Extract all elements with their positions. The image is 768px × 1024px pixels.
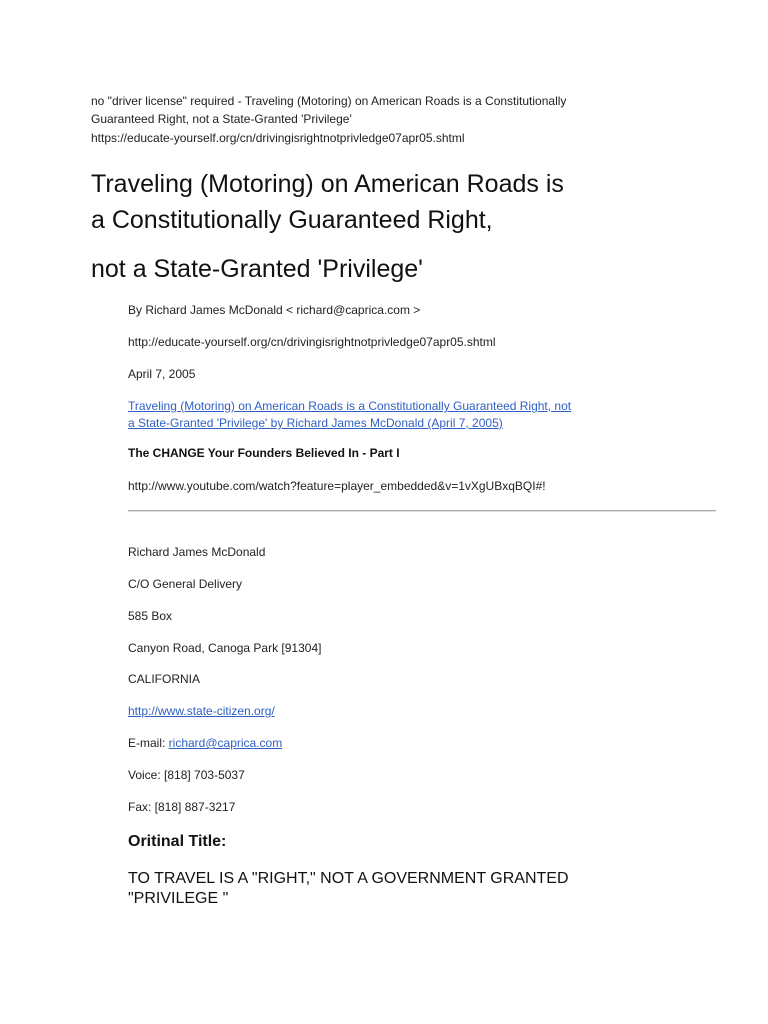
contact-name: Richard James McDonald <box>128 545 266 559</box>
original-title-line-1: TO TRAVEL IS A "RIGHT," NOT A GOVERNMENT GRANTED <box>128 870 569 887</box>
email-link[interactable]: richard@caprica.com <box>168 736 283 750</box>
byline: By Richard James McDonald < richard@caprica.com > <box>128 303 421 317</box>
page-title-line-2: a Constitutionally Guaranteed Right, <box>91 206 493 234</box>
article-link-2[interactable]: a State-Granted 'Privilege' by Richard James McDonald (April 7, 2005) <box>128 416 503 430</box>
change-heading: The CHANGE Your Founders Believed In - Part I <box>128 446 400 460</box>
header-line-1: no "driver license" required - Traveling (Motoring) on American Roads is a Constitutionally <box>91 94 567 108</box>
email-label: E-mail: <box>128 736 169 750</box>
contact-website-line[interactable] <box>128 704 275 719</box>
header-line-2: Guaranteed Right, not a State-Granted 'Privilege' <box>91 112 352 126</box>
page-title-line-1: Traveling (Motoring) on American Roads is <box>91 170 564 198</box>
header-url: https://educate-yourself.org/cn/drivingisrightnotprivledge07apr05.shtml <box>91 131 465 145</box>
contact-email-line[interactable] <box>128 736 282 751</box>
contact-state: CALIFORNIA <box>128 672 201 686</box>
contact-co: C/O General Delivery <box>128 577 243 591</box>
original-title-line-2: "PRIVILEGE " <box>128 890 229 907</box>
page-title-line-3: not a State-Granted 'Privilege' <box>91 255 423 283</box>
website-link[interactable]: http://www.state-citizen.org/ <box>128 704 275 718</box>
horizontal-divider <box>128 510 716 512</box>
article-link-line-2[interactable] <box>128 416 503 431</box>
publish-date: April 7, 2005 <box>128 367 196 381</box>
source-url: http://educate-yourself.org/cn/drivingisrightnotprivledge07apr05.shtml <box>128 335 496 349</box>
contact-voice: Voice: [818] 703-5037 <box>128 768 245 782</box>
contact-box: 585 Box <box>128 609 173 623</box>
youtube-url: http://www.youtube.com/watch?feature=player_embedded&v=1vXgUBxqBQI#! <box>128 479 546 493</box>
article-link-line-1[interactable] <box>128 399 571 414</box>
contact-address: Canyon Road, Canoga Park [91304] <box>128 641 322 655</box>
article-link-1[interactable]: Traveling (Motoring) on American Roads is a Constitutionally Guaranteed Right, not <box>128 399 572 413</box>
original-title-label: Oritinal Title: <box>128 833 227 850</box>
contact-fax: Fax: [818] 887-3217 <box>128 800 236 814</box>
